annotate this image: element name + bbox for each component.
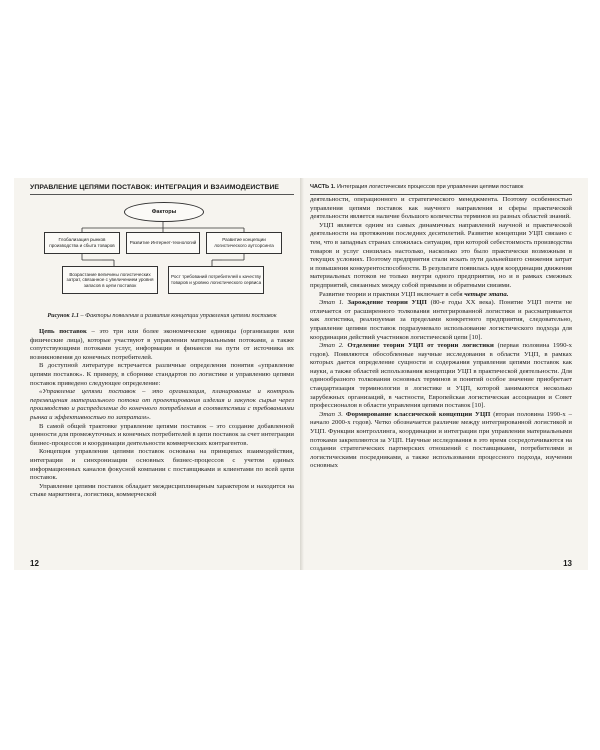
right-header-rule	[310, 194, 572, 195]
stage-1-title: Зарождение теории УЦП	[343, 299, 427, 307]
right-running-header	[310, 184, 572, 190]
left-paragraph-6: Управление цепями поставок обладает междисциплинарным характером и находится на стыке маркетинга, логистики, коммерческой	[30, 482, 294, 499]
diagram-box-globalization: Глобализация рынков производства и сбыта товаров	[44, 232, 120, 254]
diagram-center-node: Факторы	[124, 202, 204, 222]
diagram-box-logistics-costs: Возрастание величины логистических затрат, связанное с увеличением уровня запасов в цепи поставок	[62, 266, 158, 294]
diagram-box-internet: Развитие Интернет-технологий	[126, 232, 200, 254]
stage-2-text: (первая половина 1990-х годов). Появляются обособленные научные исследования в области УЦП, в рамках которых дается определение сущности и содержания управления цепями поставок как науки, а также областей использования концепции УЦП в практической деятельности. Для единообразного толкования основных терминов и понятий особое значение приобретает стандартизация терминологии в логистике и УЦП, которой занимаются несколько зарубежных организаций, в частности, Европейская логистическая ассоциация и Совет профессионалов в области управления цепями поставок [10].	[310, 342, 573, 410]
right-header-part: ЧАСТЬ 1.	[310, 184, 336, 190]
definition-quote: «Управление цепями поставок – это организация, планирование и контроль перемещения материального потока от проектирования изделия и закупок сырья через производство и распределение до конечного потребления в соответствии с требованиями рынка и эффективностью по затратам».	[30, 388, 294, 421]
right-body-text	[310, 196, 572, 471]
figure-caption-label: Рисунок 1.1	[47, 312, 79, 319]
stage-3-title: Формирование классической концепции УЦП	[342, 410, 491, 418]
left-paragraph-4: В самой общей трактовке управление цепями поставок – это создание добавленной ценности для промежуточных и конечных потребителей в цепи поставок за счет интеграции бизнес-процессов и координации деятельности коммерческих контрагентов.	[30, 422, 295, 447]
diagram-box-outsourcing: Развитие концепции логистического аутсорсинга	[206, 232, 282, 254]
figure-caption-text: – Факторы появления и развития концепции управления цепями поставок	[78, 312, 277, 319]
term-supply-chain: Цепь поставок	[39, 328, 87, 335]
right-paragraph-1: деятельности, операционного и стратегического менеджмента. Поэтому особенностью управления цепями поставок как научного направления и сферы практической деятельности является наличие большого количества терминов из разных областей знаний.	[310, 196, 572, 221]
right-header-title: Интеграция логистических процессов при управлении цепями поставок	[335, 184, 524, 190]
stages-count: четыре этапа.	[464, 290, 509, 298]
figure-caption	[30, 312, 294, 320]
factors-diagram	[42, 198, 282, 310]
right-page-number: 13	[563, 559, 572, 568]
left-header-rule	[30, 194, 294, 195]
right-paragraph-2: УЦП является одним из самых динамичных направлений научной и практической деятельности на протяжении последних десятилетий. Развитие концепции УЦП связано с тем, что в западных странах сложилась ситуация, при которой себестоимость производства товаров и услуг снизилась настолько, насколько это было практически возможным в текущих условиях. Поэтому предприятия стали искать пути дальнейшего снижения затрат и повышения конкурентоспособности. В результате появилась идея координации движения материальных потоков не только внутри одного предприятия, но и в рамках смежных предприятий, связанных между собой прямыми и обратными связями.	[310, 221, 572, 289]
stage-3-text: (вторая половина 1990-х – начало 2000-х годов). Четко обозначается различие между интегрированной логистикой и УЦП. Функции контроллинга, координации и интеграции при управлении материальными потоками закрепляются за УЦП. Научные исследования в это время сосредотачиваются на создании стратегических партнерских отношений с поставщиками, потребителями и логистическими посредниками, а также использовании процессного подхода, изучении основных	[310, 410, 573, 470]
stage-2-label: Этап 2.	[319, 342, 344, 350]
stage-3-label: Этап 3.	[319, 410, 343, 418]
book-gutter	[300, 178, 304, 570]
right-page	[310, 178, 572, 570]
left-running-header: УПРАВЛЕНИЕ ЦЕПЯМИ ПОСТАВОК: ИНТЕГРАЦИЯ И ВЗАИМОДЕЙСТВИЕ	[30, 184, 280, 191]
stage-1-label: Этап 1.	[319, 299, 344, 307]
stage-2-title: Отделение теории УЦП от теории логистики	[343, 342, 494, 350]
left-page-number: 12	[30, 559, 39, 568]
left-body-text	[30, 328, 294, 500]
left-paragraph-2: В доступной литературе встречается различные определения понятия «управление цепями поставок». К примеру, в сборнике стандартов по логистике и управлению цепями поставок приведено следующее определение:	[30, 362, 294, 387]
left-paragraph-5: Концепция управления цепями поставок основана на принципах взаимодействия, интеграции и синхронизации основных бизнес-процессов с учетом единых информационных каналов фокусной компании с поставщиками и клиентами по всей цепи поставок.	[30, 448, 294, 482]
stages-intro: Развитие теории и практики УЦП включает в себя	[319, 290, 465, 298]
diagram-box-consumer-requirements: Рост требований потребителей к качеству товаров и уровню логистического сервиса	[168, 266, 264, 294]
stage-1-text: (80-е годы XX века). Понятие УЦП почти не отличается от расширенного толкования интегрированной логистики и рассматривается как логистика, реализуемая за пределами конкретного предприятия, следовательно, управление цепями поставок подразумевало использование логистического подхода для координации действий участников логистической цепи [10].	[310, 299, 572, 341]
left-page	[30, 178, 294, 570]
left-paragraph-1: – это три или более экономические единицы (организации или физические лица), которые участвуют в управлении материальными потоками, а также сопутствующими потоками услуг, информации и финансов на пути от источника их возникновения до конечных потребителей.	[30, 328, 295, 361]
